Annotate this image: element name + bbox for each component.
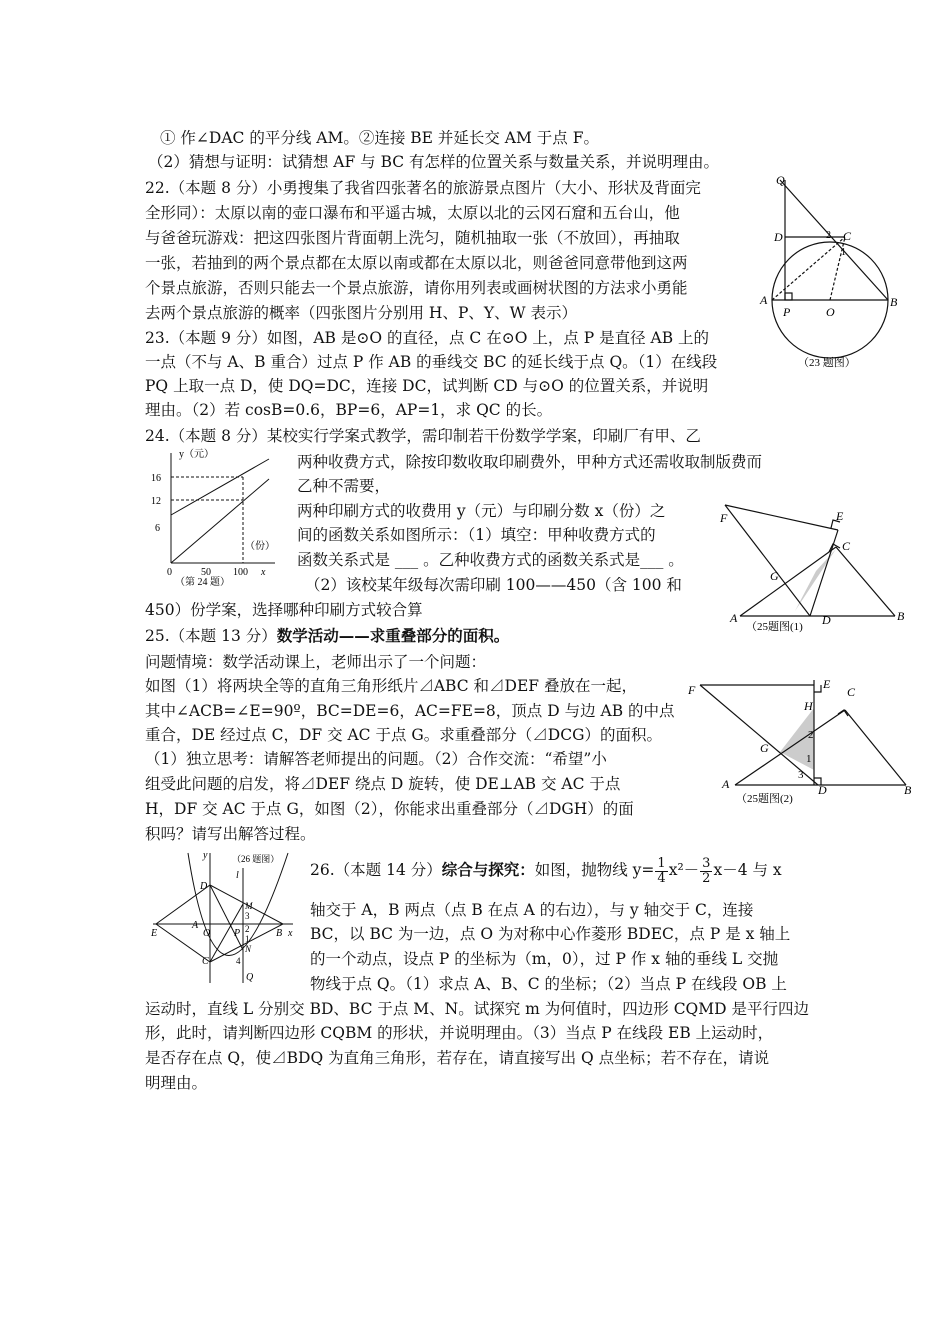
text-line: ① 作∠DAC 的平分线 AM。②连接 BE 并延长交 AM 于点 F。 — [160, 129, 599, 147]
q24-line: 两种收费方式，除按印数收取印刷费外，甲种方式还需收取制版费而 — [297, 453, 763, 471]
q22-line: 与爸爸玩游戏：把这四张图片背面朝上洗匀，随机抽取一张（不放回），再抽取 — [145, 229, 680, 247]
label-F: F — [720, 511, 728, 525]
fraction — [655, 857, 667, 886]
label-D: D — [822, 613, 831, 627]
label-y: y — [203, 850, 208, 861]
tick-6: 6 — [155, 523, 160, 534]
axis-label-y: y（元） — [179, 449, 214, 460]
q26-line: 运动时，直线 L 分别交 BD、BC 于点 M、N。试探究 m 为何值时，四边形 CQMD 是平行四边 — [145, 1000, 809, 1018]
label-N: N — [245, 944, 252, 954]
label-A: A — [722, 777, 730, 791]
label-2: 2 — [245, 924, 250, 934]
q23-line: 理由。（2）若 cosB=0.6，BP=6，AP=1，求 QC 的长。 — [145, 401, 553, 419]
label-A: A — [730, 611, 738, 625]
figure-26 — [148, 848, 308, 988]
label-l: l — [236, 870, 239, 881]
q25-line: 重合，DE 经过点 C，DF 交 AC 于点 G。求重叠部分（⊿DCG）的面积。 — [145, 726, 662, 744]
label-Q: Q — [246, 972, 254, 983]
fraction-numerator: 3 — [702, 855, 711, 871]
label-C: C — [202, 956, 209, 967]
label-P: P — [783, 305, 791, 319]
q26-line: 轴交于 A，B 两点（点 B 在点 A 的右边），与 y 轴交于 C，连接 — [310, 901, 754, 919]
q25-number: 25.（本题 13 分） — [145, 627, 277, 645]
tick-50: 50 — [201, 567, 211, 578]
q22-line: 22.（本题 8 分）小勇搜集了我省四张著名的旅游景点图片（大小、形状及背面完 — [145, 179, 701, 197]
label-E: E — [836, 509, 844, 523]
figure-caption: （23 题图） — [798, 357, 856, 369]
text-line: （2）猜想与证明：试猜想 AF 与 BC 有怎样的位置关系与数量关系，并说明理由。 — [148, 153, 720, 171]
label-D: D — [818, 783, 827, 797]
q25-line: 如图（1）将两块全等的直角三角形纸片⊿ABC 和⊿DEF 叠放在一起， — [145, 677, 637, 695]
label-1: 1 — [245, 934, 250, 944]
label-B: B — [904, 783, 912, 797]
label-B: B — [276, 928, 283, 939]
tick-12: 12 — [151, 496, 161, 507]
q25-title: 数学活动——求重叠部分的面积。 — [276, 627, 510, 645]
q24-line: 24.（本题 8 分）某校实行学案式教学，需印制若干份数学学案，印刷厂有甲、乙 — [145, 427, 701, 445]
q24-line: 函数关系式是 ___ 。乙种收费方式的函数关系式是___ 。 — [297, 551, 684, 569]
label-1: 1 — [841, 247, 846, 258]
q25-line: 组受此问题的启发，将⊿DEF 绕点 D 旋转，使 DE⊥AB 交 AC 于点 — [145, 775, 621, 793]
q25-line: 积吗？请写出解答过程。 — [145, 825, 316, 843]
q26-line: 物线于点 Q。（1）求点 A、B、C 的坐标；（2）当点 P 在线段 OB 上 — [310, 975, 787, 993]
label-x: x — [288, 928, 293, 939]
figure-caption: （25题图(1) — [746, 621, 803, 633]
q24-line: （2）该校某年级每次需印刷 100——450（含 100 和 — [305, 576, 682, 594]
fraction — [700, 857, 712, 886]
q22-line: 全形同）：太原以南的壶口瀑布和平遥古城，太原以北的云冈石窟和五台山，他 — [145, 204, 680, 222]
label-B: B — [897, 609, 905, 623]
figure-caption: （第 24 题） — [175, 577, 230, 588]
q22-line: 去两个景点旅游的概率（四张图片分别用 H、P、Y、W 表示） — [145, 304, 577, 322]
q26-line: 明理由。 — [145, 1074, 208, 1092]
q23-line: 23.（本题 9 分）如图，AB 是⊙O 的直径，点 C 在⊙O 上，点 P 是直径 AB 上的 — [145, 329, 710, 347]
tick-16: 16 — [151, 473, 161, 484]
q25-line: H，DF 交 AC 于点 G，如图（2），你能求出重叠部分（⊿DGH）的面 — [145, 800, 634, 818]
q26-line: 形，此时，请判断四边形 CQBM 的形状，并说明理由。（3）当点 P 在线段 EB 上运动时， — [145, 1024, 774, 1042]
label-A: A — [192, 920, 199, 931]
q22-line: 一张，若抽到的两个景点都在太原以南或都在太原以北，则爸爸同意带他到这两 — [145, 254, 688, 272]
label-1: 1 — [806, 753, 812, 765]
figure-25-2 — [680, 670, 920, 810]
q26-line: 是否存在点 Q，使⊿BDQ 为直角三角形，若存在，请直接写出 Q 点坐标；若不存在，请说 — [145, 1049, 770, 1067]
q26-text: 如图，抛物线 y= — [534, 861, 655, 879]
label-A: A — [760, 293, 768, 307]
label-C: C — [843, 229, 852, 243]
label-C: C — [842, 539, 851, 553]
label-C: C — [847, 685, 856, 699]
label-3: 3 — [798, 769, 804, 781]
q24-line: 450）份学案，选择哪种印刷方式较合算 — [145, 601, 423, 619]
label-B: B — [890, 295, 898, 309]
q26-text: x－4 与 x — [713, 861, 782, 879]
label-G: G — [760, 741, 769, 755]
figure-caption: （26 题图） — [232, 854, 280, 864]
q26-text: x²－ — [668, 861, 700, 879]
label-P: P — [234, 928, 241, 939]
q26-title: 综合与探究： — [441, 861, 535, 879]
q24-line: 间的函数关系如图所示：（1）填空：甲种收费方式的 — [297, 526, 656, 544]
tick-0: 0 — [167, 567, 172, 578]
label-3: 3 — [245, 911, 250, 921]
fraction-denominator: 2 — [702, 870, 711, 886]
q26-line: 的一个动点，设点 P 的坐标为（m，0），过 P 作 x 轴的垂线 L 交抛 — [310, 950, 779, 968]
label-G: G — [770, 569, 779, 583]
label-Q: Q — [776, 173, 785, 187]
q24-line: 两种印刷方式的收费用 y（元）与印刷分数 x（份）之 — [297, 502, 666, 520]
q25-line: 问题情境：数学活动课上，老师出示了一个问题： — [145, 653, 487, 671]
label-2: 2 — [826, 230, 831, 241]
q24-line: 乙种不需要， — [297, 477, 391, 495]
q25-heading — [145, 624, 509, 648]
q26-heading — [310, 855, 782, 886]
label-F: F — [688, 683, 696, 697]
fraction-numerator: 1 — [657, 855, 666, 871]
label-M: M — [245, 901, 253, 911]
figure-25-1 — [720, 500, 920, 640]
label-D: D — [774, 230, 783, 244]
q23-line: 一点（不与 A、B 重合）过点 P 作 AB 的垂线交 BC 的延长线于点 Q。（1）在线段 — [145, 353, 718, 371]
figure-23 — [750, 170, 920, 370]
figure-24 — [145, 445, 295, 588]
q22-line: 个景点旅游，否则只能去一个景点旅游，请你用列表或画树状图的方法求小勇能 — [145, 279, 688, 297]
q26-line: BC，以 BC 为一边，点 O 为对称中心作菱形 BDEC，点 P 是 x 轴上 — [310, 925, 791, 943]
label-O: O — [826, 305, 835, 319]
fraction-denominator: 4 — [657, 870, 666, 886]
label-E: E — [823, 677, 831, 691]
label-O: O — [203, 928, 211, 939]
axis-x: x — [261, 567, 266, 578]
q25-line: （1）独立思考：请解答老师提出的问题。（2）合作交流：“希望”小 — [145, 750, 607, 768]
q23-line: PQ 上取一点 D，使 DQ=DC，连接 DC，试判断 CD 与⊙O 的位置关系，并说明 — [145, 377, 709, 395]
label-E: E — [151, 928, 158, 939]
label-H: H — [804, 699, 813, 713]
axis-label-x: （份） — [245, 541, 275, 552]
figure-caption: （25题图(2) — [736, 793, 793, 805]
q25-line: 其中∠ACB=∠E=90º，BC=DE=6，AC=FE=8，顶点 D 与边 AB 的中点 — [145, 702, 675, 720]
label-D: D — [200, 881, 208, 892]
q26-number: 26.（本题 14 分） — [310, 861, 442, 879]
label-2: 2 — [808, 729, 814, 741]
label-4: 4 — [236, 956, 241, 966]
tick-100: 100 — [233, 567, 248, 578]
